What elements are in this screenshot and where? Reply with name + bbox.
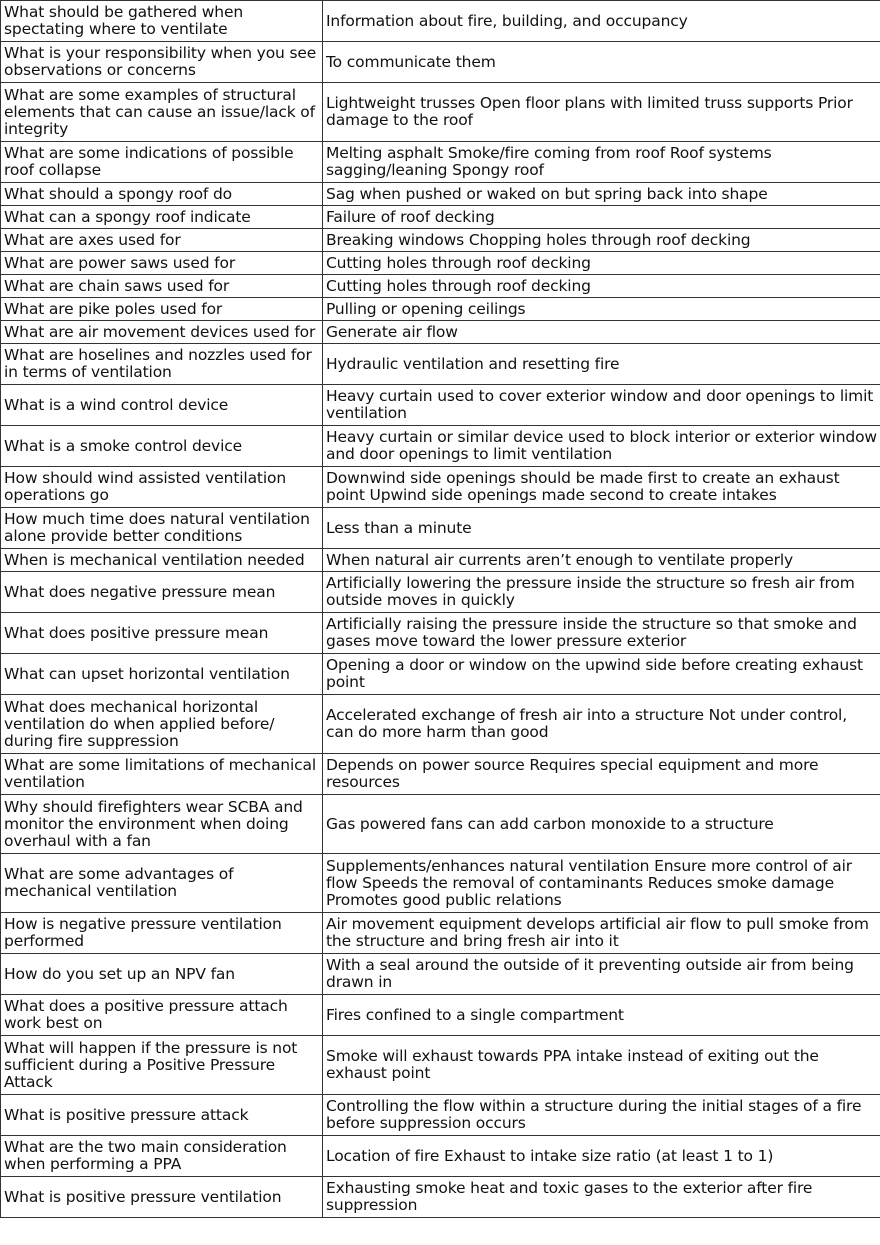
table-row — [1, 854, 880, 913]
question-cell: What does mechanical horizontal ventilation do when applied before/ during fire suppression — [1, 695, 323, 754]
question-cell: What are chain saws used for — [1, 275, 323, 298]
table-row — [1, 549, 880, 572]
question-cell: What are pike poles used for — [1, 298, 323, 321]
table-row — [1, 654, 880, 695]
question-cell: What is your responsibility when you see observations or concerns — [1, 42, 323, 83]
question-cell: What are some advantages of mechanical ventilation — [1, 854, 323, 913]
question-cell: What is a smoke control device — [1, 426, 323, 467]
table-row — [1, 385, 880, 426]
question-cell: When is mechanical ventilation needed — [1, 549, 323, 572]
table-row — [1, 1177, 880, 1218]
table-row — [1, 1036, 880, 1095]
answer-cell: Breaking windows Chopping holes through roof decking — [323, 229, 880, 252]
question-cell: What is positive pressure ventilation — [1, 1177, 323, 1218]
question-cell: What is a wind control device — [1, 385, 323, 426]
question-cell: What are axes used for — [1, 229, 323, 252]
answer-cell: Gas powered fans can add carbon monoxide to a structure — [323, 795, 880, 854]
answer-cell: Accelerated exchange of fresh air into a structure Not under control, can do more harm than good — [323, 695, 880, 754]
answer-cell: Information about fire, building, and occupancy — [323, 1, 880, 42]
answer-cell: To communicate them — [323, 42, 880, 83]
answer-cell: Cutting holes through roof decking — [323, 252, 880, 275]
answer-cell: Depends on power source Requires special equipment and more resources — [323, 754, 880, 795]
question-cell: What are some limitations of mechanical ventilation — [1, 754, 323, 795]
answer-cell: Opening a door or window on the upwind side before creating exhaust point — [323, 654, 880, 695]
answer-cell: When natural air currents aren’t enough to ventilate properly — [323, 549, 880, 572]
question-cell: How do you set up an NPV fan — [1, 954, 323, 995]
table-row — [1, 754, 880, 795]
table-row — [1, 1095, 880, 1136]
table-row — [1, 206, 880, 229]
table-row — [1, 467, 880, 508]
table-row — [1, 572, 880, 613]
answer-cell: Generate air flow — [323, 321, 880, 344]
table-row — [1, 252, 880, 275]
answer-cell: Sag when pushed or waked on but spring back into shape — [323, 183, 880, 206]
question-cell: What are some examples of structural elements that can cause an issue/lack of integrity — [1, 83, 323, 142]
table-row — [1, 508, 880, 549]
table-row — [1, 795, 880, 854]
answer-cell: Downwind side openings should be made first to create an exhaust point Upwind side openings made second to create intakes — [323, 467, 880, 508]
question-cell: What should a spongy roof do — [1, 183, 323, 206]
answer-cell: Heavy curtain used to cover exterior window and door openings to limit ventilation — [323, 385, 880, 426]
answer-cell: Supplements/enhances natural ventilation Ensure more control of air flow Speeds the removal of contaminants Reduces smoke damage Promotes good public relations — [323, 854, 880, 913]
question-cell: What is positive pressure attack — [1, 1095, 323, 1136]
answer-cell: Air movement equipment develops artificial air flow to pull smoke from the structure and bring fresh air into it — [323, 913, 880, 954]
table-row — [1, 275, 880, 298]
question-cell: What are air movement devices used for — [1, 321, 323, 344]
answer-cell: Location of fire Exhaust to intake size ratio (at least 1 to 1) — [323, 1136, 880, 1177]
answer-cell: Controlling the flow within a structure during the initial stages of a fire before suppression occurs — [323, 1095, 880, 1136]
answer-cell: Lightweight trusses Open floor plans with limited truss supports Prior damage to the roof — [323, 83, 880, 142]
answer-cell: Hydraulic ventilation and resetting fire — [323, 344, 880, 385]
answer-cell: Exhausting smoke heat and toxic gases to the exterior after fire suppression — [323, 1177, 880, 1218]
answer-cell: Fires confined to a single compartment — [323, 995, 880, 1036]
question-cell: What are the two main consideration when performing a PPA — [1, 1136, 323, 1177]
answer-cell: Cutting holes through roof decking — [323, 275, 880, 298]
answer-cell: Artificially raising the pressure inside the structure so that smoke and gases move toward the lower pressure exterior — [323, 613, 880, 654]
answer-cell: Smoke will exhaust towards PPA intake instead of exiting out the exhaust point — [323, 1036, 880, 1095]
table-row — [1, 344, 880, 385]
question-cell: How should wind assisted ventilation operations go — [1, 467, 323, 508]
answer-cell: Heavy curtain or similar device used to block interior or exterior window and door openings to limit ventilation — [323, 426, 880, 467]
table-row — [1, 183, 880, 206]
question-cell: What are some indications of possible roof collapse — [1, 142, 323, 183]
question-cell: What does positive pressure mean — [1, 613, 323, 654]
question-cell: What will happen if the pressure is not sufficient during a Positive Pressure Attack — [1, 1036, 323, 1095]
question-cell: What can a spongy roof indicate — [1, 206, 323, 229]
table-row — [1, 321, 880, 344]
question-cell: How is negative pressure ventilation performed — [1, 913, 323, 954]
question-cell: What are power saws used for — [1, 252, 323, 275]
answer-cell: Less than a minute — [323, 508, 880, 549]
question-cell: What does negative pressure mean — [1, 572, 323, 613]
table-row — [1, 1136, 880, 1177]
question-cell: Why should firefighters wear SCBA and monitor the environment when doing overhaul with a fan — [1, 795, 323, 854]
table-row — [1, 42, 880, 83]
question-cell: What does a positive pressure attach work best on — [1, 995, 323, 1036]
answer-cell: Artificially lowering the pressure inside the structure so fresh air from outside moves in quickly — [323, 572, 880, 613]
table-row — [1, 426, 880, 467]
answer-cell: With a seal around the outside of it preventing outside air from being drawn in — [323, 954, 880, 995]
flashcard-table-body — [1, 1, 880, 1218]
table-row — [1, 298, 880, 321]
question-cell: What are hoselines and nozzles used for in terms of ventilation — [1, 344, 323, 385]
table-row — [1, 1, 880, 42]
table-row — [1, 995, 880, 1036]
question-cell: How much time does natural ventilation alone provide better conditions — [1, 508, 323, 549]
table-row — [1, 695, 880, 754]
answer-cell: Failure of roof decking — [323, 206, 880, 229]
table-row — [1, 913, 880, 954]
table-row — [1, 954, 880, 995]
table-row — [1, 613, 880, 654]
table-row — [1, 83, 880, 142]
answer-cell: Pulling or opening ceilings — [323, 298, 880, 321]
table-row — [1, 142, 880, 183]
question-cell: What should be gathered when spectating where to ventilate — [1, 1, 323, 42]
answer-cell: Melting asphalt Smoke/fire coming from roof Roof systems sagging/leaning Spongy roof — [323, 142, 880, 183]
table-row — [1, 229, 880, 252]
question-cell: What can upset horizontal ventilation — [1, 654, 323, 695]
